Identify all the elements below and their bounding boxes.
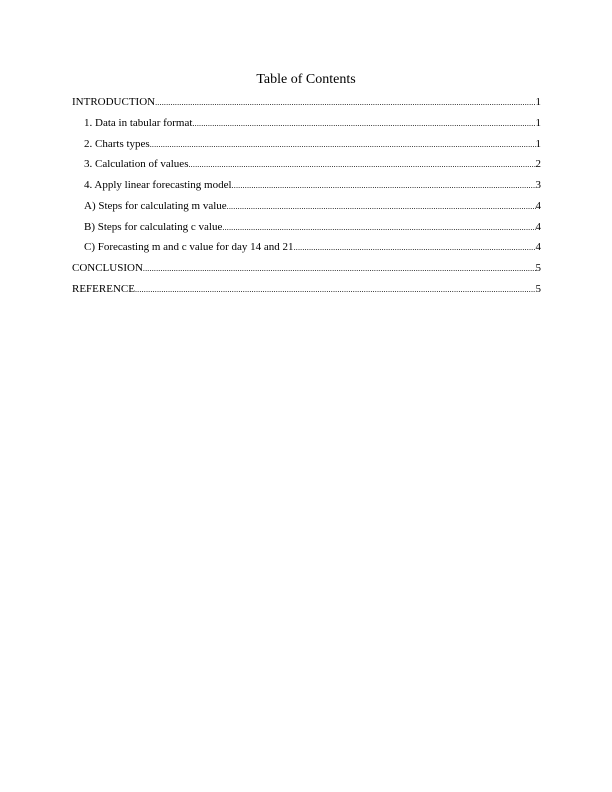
dot-leader: [294, 241, 536, 255]
dot-leader: [232, 179, 536, 193]
toc-list: [72, 95, 541, 303]
toc-entry-charts-types[interactable]: [72, 137, 541, 158]
dot-leader: [143, 262, 536, 276]
toc-entry-forecasting-m-c[interactable]: [72, 240, 541, 261]
toc-entry-steps-m-value[interactable]: [72, 199, 541, 220]
toc-entry-label: CONCLUSION: [72, 262, 143, 274]
toc-entry-page-number: 5: [535, 282, 541, 295]
toc-entry-introduction[interactable]: [72, 95, 541, 116]
toc-entry-page-number: 4: [535, 241, 541, 254]
toc-entry-linear-forecasting-model[interactable]: [72, 178, 541, 199]
toc-entry-calculation-of-values[interactable]: [72, 157, 541, 178]
toc-entry-steps-c-value[interactable]: [72, 220, 541, 241]
toc-entry-label: REFERENCE: [72, 282, 135, 295]
toc-entry-label: 1. Data in tabular format: [84, 116, 193, 129]
dot-leader: [222, 221, 535, 235]
toc-entry-page-number: 1: [535, 96, 541, 108]
toc-entry-conclusion[interactable]: [72, 261, 541, 282]
dot-leader: [150, 138, 536, 152]
dot-leader: [155, 96, 535, 110]
toc-entry-label: 4. Apply linear forecasting model: [84, 179, 232, 191]
dot-leader: [135, 283, 536, 297]
toc-entry-page-number: 4: [535, 199, 541, 212]
toc-title: Table of Contents: [256, 72, 356, 87]
toc-entry-page-number: 2: [535, 158, 541, 171]
toc-entry-data-in-tabular-format[interactable]: [72, 116, 541, 137]
toc-entry-label: 3. Calculation of values: [84, 158, 189, 171]
dot-leader: [188, 158, 535, 172]
dot-leader: [227, 200, 536, 214]
toc-entry-page-number: 1: [535, 116, 541, 129]
toc-entry-page-number: 3: [535, 179, 541, 191]
toc-entry-label: INTRODUCTION: [72, 96, 156, 108]
toc-entry-page-number: 4: [535, 220, 541, 233]
toc-entry-reference[interactable]: [72, 282, 541, 303]
toc-entry-label: A) Steps for calculating m value: [84, 199, 227, 212]
toc-entry-label: C) Forecasting m and c value for day 14 and 21: [84, 241, 294, 254]
toc-entry-label: B) Steps for calculating c value: [84, 220, 223, 233]
toc-entry-page-number: 1: [535, 137, 541, 150]
toc-entry-page-number: 5: [535, 262, 541, 274]
dot-leader: [192, 117, 535, 131]
toc-entry-label: 2. Charts types: [84, 137, 150, 150]
